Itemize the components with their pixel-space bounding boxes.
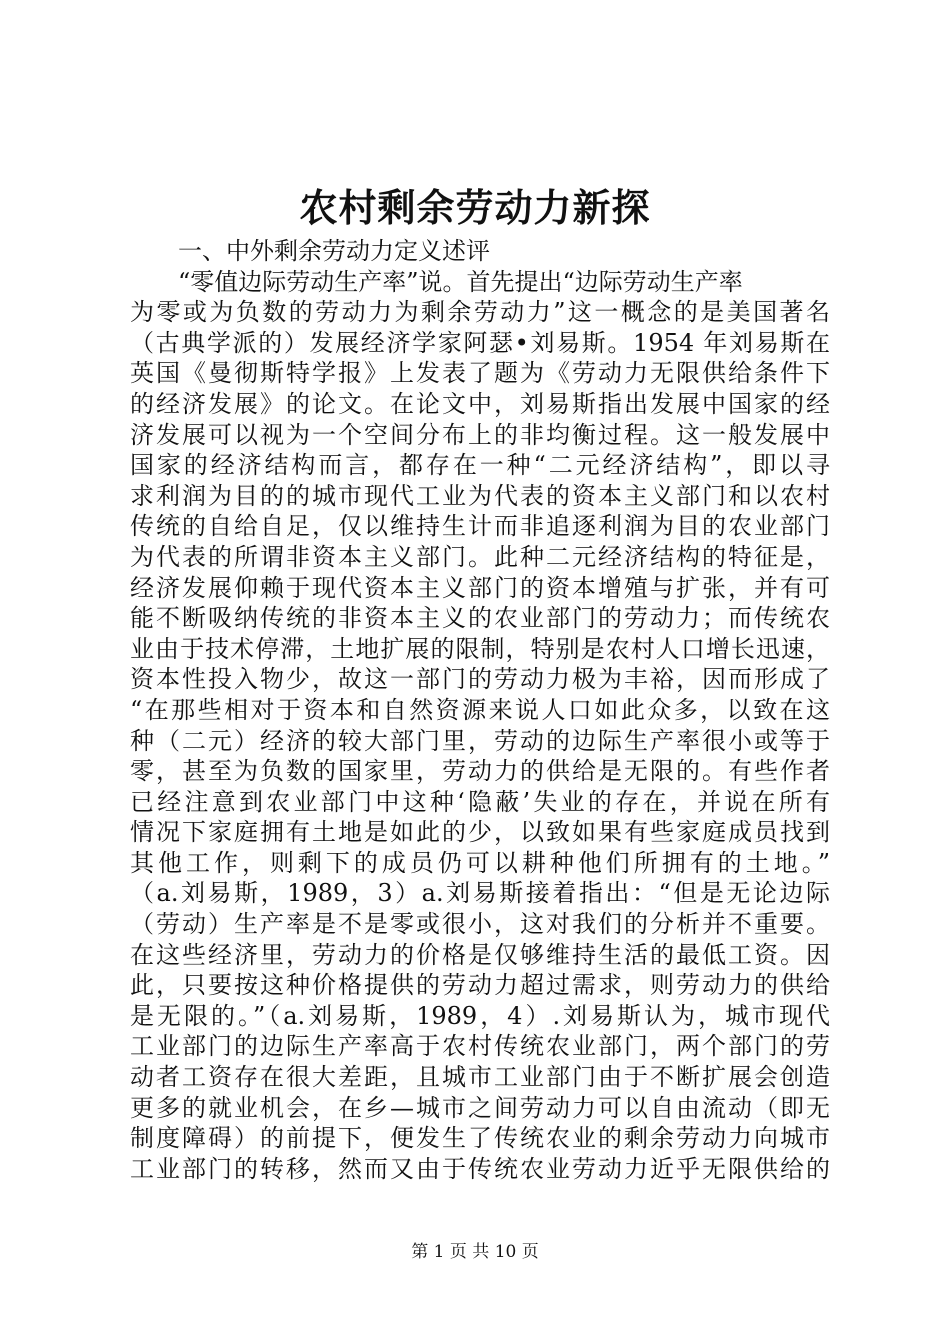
paragraph-line: 情况下家庭拥有土地是如此的少，以致如果有些家庭成员找到 — [130, 818, 830, 847]
page-number: 第 1 页 共 10 页 — [411, 1242, 539, 1262]
paragraph-line: 此，只要按这种价格提供的劳动力超过需求，则劳动力的供给 — [130, 971, 830, 1000]
paragraph-line: 求利润为目的的城市现代工业为代表的资本主义部门和以农村 — [130, 481, 830, 510]
paragraph-line: “在那些相对于资本和自然资源来说人口如此众多，以致在这 — [130, 695, 830, 724]
paragraph-line: （a.刘易斯，1989，3）a.刘易斯接着指出：“但是无论边际 — [130, 879, 830, 908]
document-body — [130, 236, 830, 1184]
paragraph-line: 的经济发展》的论文。在论文中，刘易斯指出发展中国家的经 — [130, 389, 830, 418]
paragraph-line: 为零或为负数的劳动力为剩余劳动力”这一概念的是美国著名 — [130, 298, 830, 327]
section-heading: 一、中外剩余劳动力定义述评 — [178, 237, 490, 265]
paragraph-line: 工业部门的转移，然而又由于传统农业劳动力近乎无限供给的 — [130, 1154, 830, 1183]
paragraph-line: （古典学派的）发展经济学家阿瑟•刘易斯。1954 年刘易斯在 — [130, 328, 830, 357]
paragraph-line: 经济发展仰赖于现代资本主义部门的资本增殖与扩张，并有可 — [130, 573, 830, 602]
paragraph-line: 传统的自给自足，仅以维持生计而非追逐利润为目的农业部门 — [130, 512, 830, 541]
paragraph-line: 工业部门的边际生产率高于农村传统农业部门，两个部门的劳 — [130, 1032, 830, 1061]
paragraph-line: 动者工资存在很大差距，且城市工业部门由于不断扩展会创造 — [130, 1063, 830, 1092]
paragraph-line: 为代表的所谓非资本主义部门。此种二元经济结构的特征是， — [130, 542, 830, 571]
paragraph-line: 更多的就业机会，在乡—城市之间劳动力可以自由流动（即无 — [130, 1093, 830, 1122]
paragraph-line: 业由于技术停滞，土地扩展的限制，特别是农村人口增长迅速， — [130, 634, 830, 663]
paragraph-line: 在这些经济里，劳动力的价格是仅够维持生活的最低工资。因 — [130, 940, 830, 969]
paragraph-line: 其他工作，则剩下的成员仍可以耕种他们所拥有的土地。” — [130, 848, 830, 877]
document-title: 农村剩余劳动力新探 — [299, 185, 651, 230]
paragraph-line: 已经注意到农业部门中这种‘隐蔽’失业的存在，并说在所有 — [130, 787, 830, 816]
paragraph-line: 国家的经济结构而言，都存在一种“二元经济结构”，即以寻 — [130, 451, 830, 480]
paragraph-line: “零值边际劳动生产率”说。首先提出“边际劳动生产率 — [178, 267, 743, 296]
paragraph-line: 资本性投入物少，故这一部门的劳动力极为丰裕，因而形成了 — [130, 665, 830, 694]
paragraph-line: 是无限的。”（a.刘易斯，1989，4）.刘易斯认为，城市现代 — [130, 1001, 830, 1030]
paragraph-line: 济发展可以视为一个空间分布上的非均衡过程。这一般发展中 — [130, 420, 830, 449]
paragraph-line: 零，甚至为负数的国家里，劳动力的供给是无限的。有些作者 — [130, 757, 830, 786]
paragraph-line: 英国《曼彻斯特学报》上发表了题为《劳动力无限供给条件下 — [130, 359, 830, 388]
paragraph-line: 种（二元）经济的较大部门里，劳动的边际生产率很小或等于 — [130, 726, 830, 755]
paragraph-line: （劳动）生产率是不是零或很小，这对我们的分析并不重要。 — [130, 910, 830, 939]
paragraph-line: 能不断吸纳传统的非资本主义的农业部门的劳动力；而传统农 — [130, 604, 830, 633]
paragraph-line: 制度障碍）的前提下，便发生了传统农业的剩余劳动力向城市 — [130, 1124, 830, 1153]
